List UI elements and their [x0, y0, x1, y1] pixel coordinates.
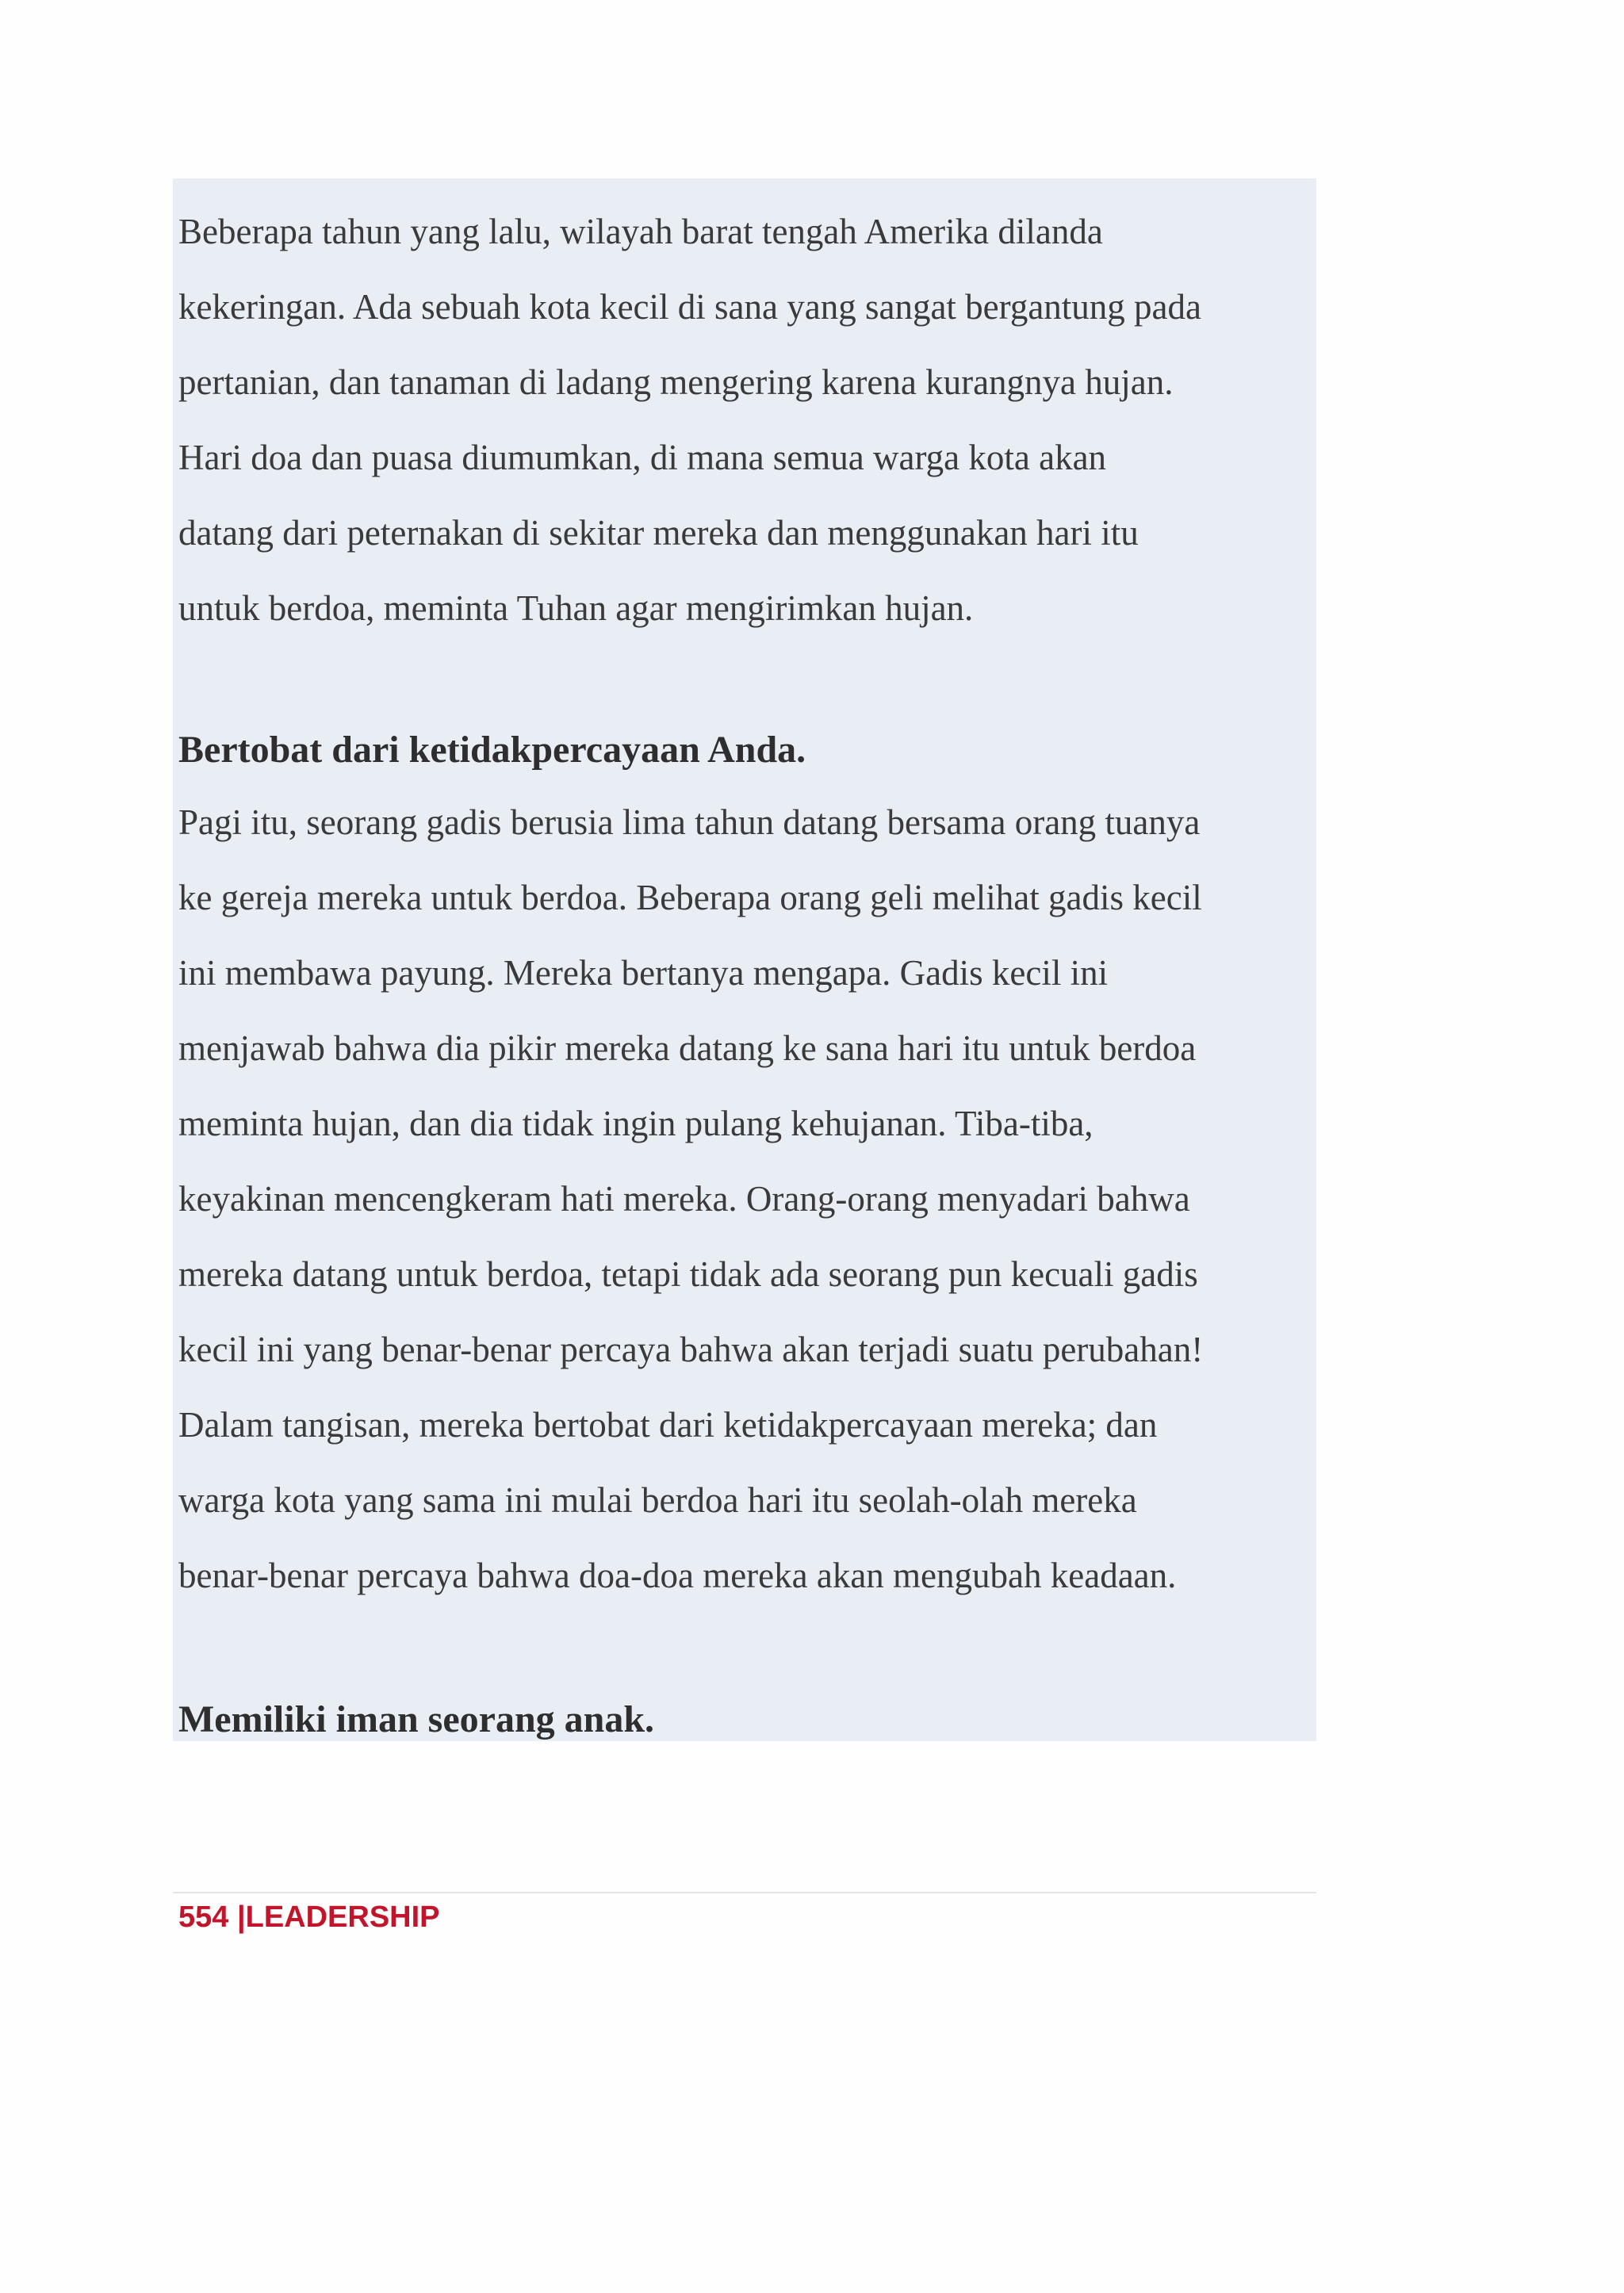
paragraph-line: ke gereja mereka untuk berdoa. Beberapa orang geli melihat gadis kecil	[178, 878, 1202, 917]
paragraph-line: Pagi itu, seorang gadis berusia lima tahun datang bersama orang tuanya	[178, 802, 1201, 842]
paragraph-line: benar-benar percaya bahwa doa-doa mereka akan mengubah keadaan.	[178, 1556, 1177, 1595]
paragraph-line: Dalam tangisan, mereka bertobat dari ketidakpercayaan mereka; dan	[178, 1405, 1158, 1445]
paragraph-line: mereka datang untuk berdoa, tetapi tidak ada seorang pun kecuali gadis	[178, 1254, 1198, 1294]
paragraph-1	[178, 194, 1201, 646]
paragraph-line: kecil ini yang benar-benar percaya bahwa akan terjadi suatu perubahan!	[178, 1330, 1204, 1369]
paragraph-line: menjawab bahwa dia pikir mereka datang ke sana hari itu untuk berdoa	[178, 1028, 1197, 1068]
paragraph-line: keyakinan mencengkeram hati mereka. Orang-orang menyadari bahwa	[178, 1179, 1190, 1219]
paragraph-line: Beberapa tahun yang lalu, wilayah barat tengah Amerika dilanda	[178, 212, 1103, 251]
paragraph-line: ini membawa payung. Mereka bertanya mengapa. Gadis kecil ini	[178, 953, 1109, 993]
footer-separator: |	[228, 1901, 246, 1934]
footer-section-title: LEADERSHIP	[245, 1901, 440, 1934]
paragraph-line: warga kota yang sama ini mulai berdoa hari itu seolah-olah mereka	[178, 1480, 1137, 1520]
paragraph-line: datang dari peternakan di sekitar mereka dan menggunakan hari itu	[178, 513, 1139, 553]
paragraph-line: meminta hujan, dan dia tidak ingin pulang kehujanan. Tiba-tiba,	[178, 1104, 1094, 1143]
paragraph-line: pertanian, dan tanaman di ladang mengering karena kurangnya hujan.	[178, 362, 1174, 402]
paragraph-2	[178, 785, 1203, 1614]
page-number: 554	[178, 1901, 229, 1934]
paragraph-line: kekeringan. Ada sebuah kota kecil di sana yang sangat bergantung pada	[178, 287, 1201, 327]
section-heading-2: Memiliki iman seorang anak.	[178, 1698, 655, 1740]
paragraph-line: untuk berdoa, meminta Tuhan agar mengirimkan hujan.	[178, 588, 974, 628]
paragraph-line: Hari doa dan puasa diumumkan, di mana semua warga kota akan	[178, 438, 1107, 477]
footer-divider	[173, 1892, 1316, 1893]
section-heading-1: Bertobat dari ketidakpercayaan Anda.	[178, 729, 806, 771]
page-footer	[178, 1897, 440, 1938]
